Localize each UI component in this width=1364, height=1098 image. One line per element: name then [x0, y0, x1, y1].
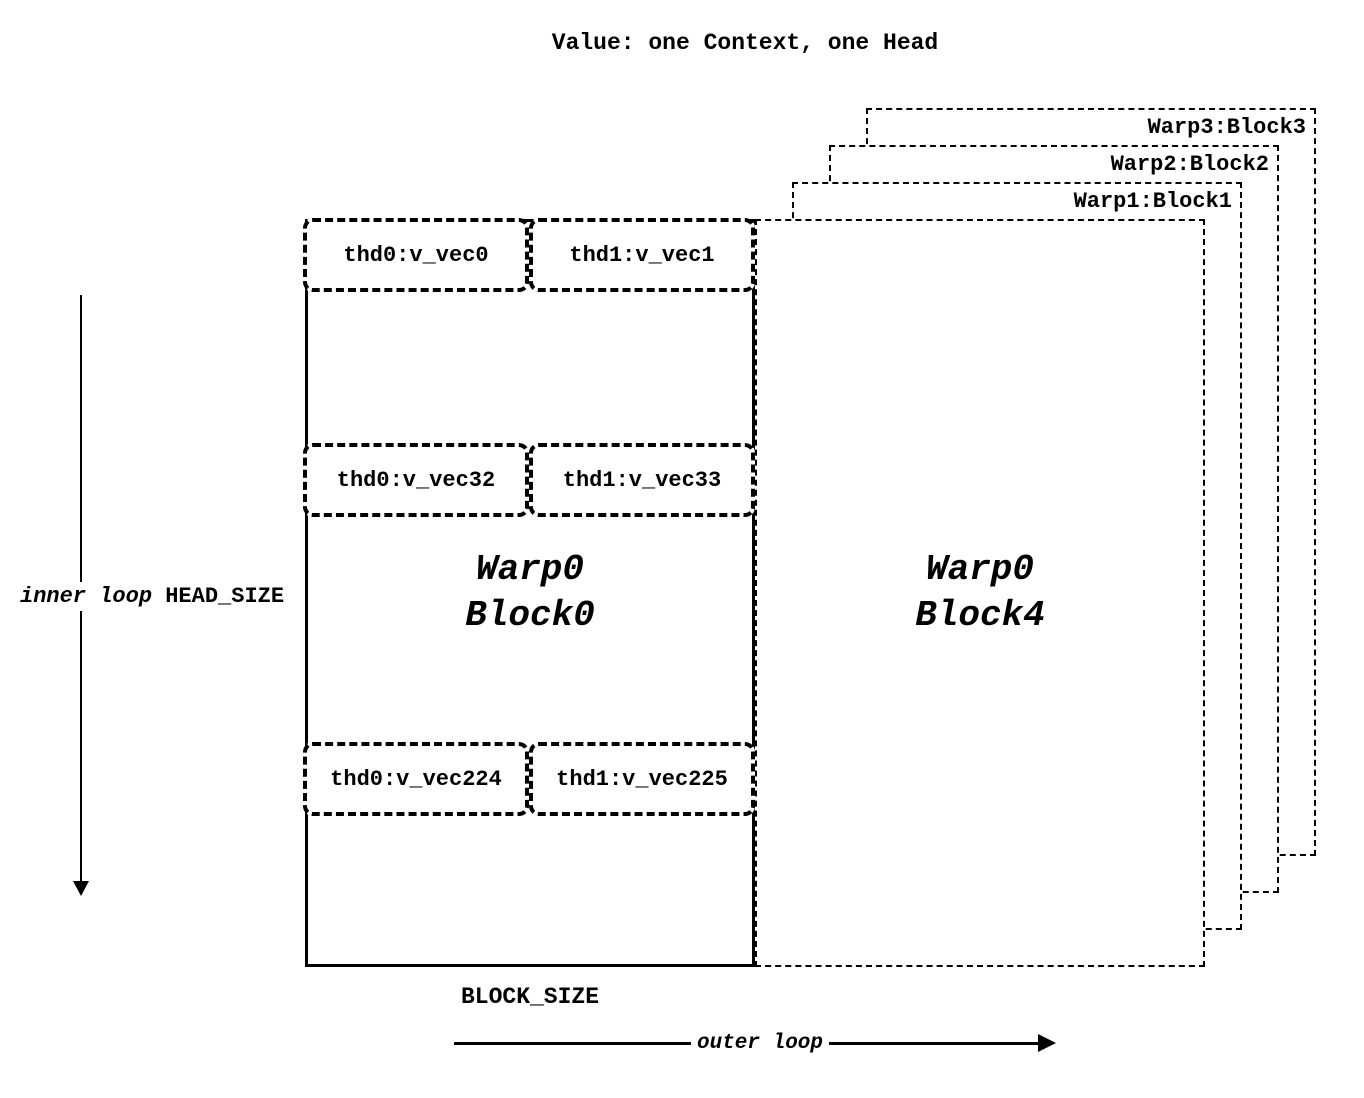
- context-block-warp2-label: Warp2:Block2: [1110, 152, 1269, 177]
- thread-box-thd1-vvec33: thd1:v_vec33: [529, 443, 755, 517]
- warp0-block0-label-line2: Block0: [465, 595, 595, 636]
- thread-box-thd0-vvec224: thd0:v_vec224: [303, 742, 529, 816]
- context-block-warp1-label: Warp1:Block1: [1073, 189, 1232, 214]
- context-block-warp3-label: Warp3:Block3: [1147, 115, 1306, 140]
- outer-loop-axis-label: outer loop: [691, 1032, 829, 1055]
- inner-loop-axis-label: [20, 582, 288, 611]
- warp0-block0-label-line1: Warp0: [475, 549, 585, 590]
- thread-box-thd0-vvec32: thd0:v_vec32: [303, 443, 529, 517]
- main-block-warp0-block0: [305, 219, 755, 967]
- inner-loop-text: inner loop: [20, 584, 153, 609]
- warp0-block4-label-line1: Warp0: [925, 549, 1035, 590]
- thread-box-thd0-vvec0: thd0:v_vec0: [303, 218, 529, 292]
- thread-box-thd1-vvec1: thd1:v_vec1: [529, 218, 755, 292]
- inner-loop-arrowhead-icon: [73, 881, 89, 896]
- head-size-text: HEAD_SIZE: [165, 584, 285, 609]
- block-size-axis-label: BLOCK_SIZE: [460, 984, 600, 1010]
- thread-box-thd1-vvec225: thd1:v_vec225: [529, 742, 755, 816]
- context-block-warp0-block4: [755, 219, 1205, 967]
- warp0-block0-label: [308, 222, 752, 964]
- outer-loop-arrowhead-icon: [1038, 1034, 1056, 1052]
- warp0-block4-label-line2: Block4: [915, 595, 1045, 636]
- warp0-block4-label: [757, 221, 1203, 965]
- diagram-title: Value: one Context, one Head: [551, 30, 939, 56]
